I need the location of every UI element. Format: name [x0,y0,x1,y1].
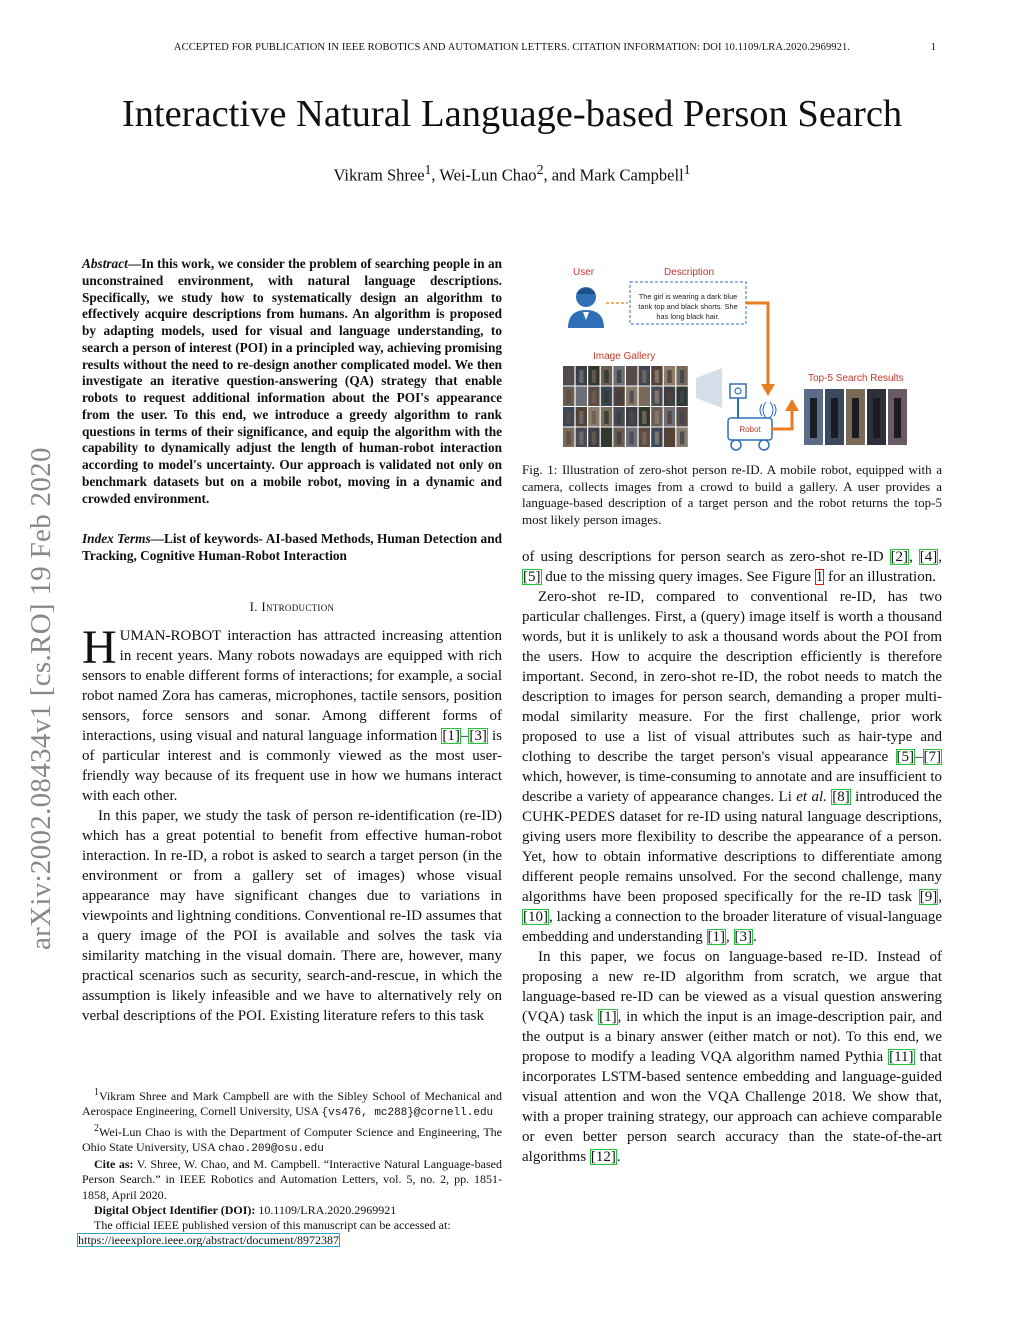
et-al: et al. [796,789,827,805]
cite-as-text: V. Shree, W. Chao, and M. Campbell. “Interactive Natural Language-based Person Search.” in IEEE Robotics and Automation Letters, vol. 5, no. 2, pp. 1851-1858, April 2020. [82,1157,502,1202]
section-heading [82,599,502,615]
person-silhouette [604,370,608,383]
intro-right-column [522,547,942,1167]
citation-link[interactable]: [3] [469,728,487,744]
paragraph-text: In this paper, we focus on language-based re-ID. Instead of proposing a new re-ID algorithm from scratch, we argue that language-based re-ID can be viewed as a visual question answering (VQA) task [522,949,942,1025]
cite-as [82,1157,502,1202]
range-dash: – [460,728,469,744]
drop-cap: H [82,621,117,674]
person-silhouette [604,391,608,404]
index-terms-text: —List of keywords- AI-based Methods, Human Detection and Tracking, Cognitive Human-Robot Interaction [82,531,502,563]
section-number: I. [249,599,258,614]
figure-illustration [556,258,956,458]
citation-link[interactable]: [1] [442,728,460,744]
abstract-label: Abstract [82,256,128,271]
section-title: Introduction [261,599,335,614]
citation-link[interactable]: [5] [896,749,914,765]
index-terms-label: Index Terms [82,531,151,546]
page-number: 1 [930,42,936,53]
person-silhouette [617,370,621,383]
citation-link[interactable]: [7] [923,749,941,765]
affiliation-mark: 1 [424,162,432,177]
paragraph-text: is of particular interest and is commonly viewed as the most user-friendly way because of its frequent use in how we humans interact with each other. [82,728,502,804]
paragraph-text: that incorporates LSTM-based sentence embedding and language-guided visual attention and won the VQA Challenge 2018. We show that, with a proper training strategy, our approach can achieve comparable or even better person search accuracy than the state-of-the-art algorithms [522,1049,942,1165]
description-line: has long black hair. [656,312,720,321]
description-line: The girl is wearing a dark blue [638,292,738,301]
person-silhouette [655,391,659,404]
paragraph [522,947,942,1167]
person-silhouette [579,411,583,424]
doi-line [82,1203,502,1218]
description-label: Description [664,267,715,278]
paragraph [82,621,502,806]
footnote-text: Wei-Lun Chao is with the Department of Computer Science and Engineering, The Ohio State University, USA [82,1125,502,1155]
gallery-label: Image Gallery [593,351,656,362]
person-silhouette [630,391,634,404]
paragraph-text: due to the missing query images. See Figure [541,569,815,585]
citation-link[interactable]: [2] [890,549,909,565]
person-silhouette [630,432,634,445]
connector-arrow [772,408,792,429]
person-silhouette [642,370,646,383]
citation-link[interactable]: [11] [889,1049,914,1065]
top5-results [804,389,907,445]
person-silhouette [642,432,646,445]
person-silhouette [579,370,583,383]
ieee-url-link[interactable]: https://ieeexplore.ieee.org/abstract/document/8972387 [78,1232,340,1247]
citation-link[interactable]: [5] [523,569,541,585]
footnotes [78,1085,502,1248]
person-silhouette [810,398,817,438]
caption-label: Fig. 1: [522,462,558,477]
person-silhouette [667,432,671,445]
figure-1 [556,258,956,458]
robot-label: Robot [739,425,761,434]
user-label: User [573,267,595,278]
citation-link[interactable]: [3] [734,929,753,945]
footnote-mark: 1 [94,1087,99,1098]
paragraph-text: for an illustration. [824,569,936,585]
citation-link[interactable]: [1] [599,1009,617,1025]
footnote-text: Vikram Shree and Mark Campbell are with the Sibley School of Mechanical and Aerospace Engineering, Cornell University, USA [82,1089,502,1119]
person-silhouette [680,432,684,445]
author-separator: , and [543,165,580,185]
person-silhouette [667,411,671,424]
person-silhouette [617,432,621,445]
official-version-note [82,1218,502,1233]
citation-link[interactable]: [12] [590,1149,616,1165]
person-silhouette [592,370,596,383]
arrow-head [761,384,775,396]
person-silhouette [655,370,659,383]
paragraph [82,806,502,1026]
image-gallery [563,366,688,447]
citation-link[interactable]: [1] [707,929,726,945]
official-version-text: The official IEEE published version of this manuscript can be accessed at: [94,1217,451,1232]
person-silhouette [592,432,596,445]
doi-value: 10.1109/LRA.2020.2969921 [255,1202,397,1217]
paragraph-text: . [753,929,757,945]
index-terms [82,531,502,565]
paragraph-text: In this paper, we study the task of person re-identification (re-ID) which has a great potential to benefit from effective human-robot interaction. In re-ID, a robot is asked to search a target person (in the environment or from a gallery set of images) whose visual appearance may have significant changes due to variations in viewpoints and lightning conditions. Conventional re-ID assumes that a query image of the POI is available and solves the task via similarity matching in the visual domain. There are, however, many practical scenarios such as security, search-and-rescue, in which the assumption is likely infeasible and we have to alternatively rely on verbal descriptions of the POI. Existing literature refers to this task [82,808,502,1024]
author-list [0,162,1024,186]
paragraph-text: of using descriptions for person search as zero-shot re-ID [522,549,890,565]
email: chao.209@osu.edu [218,1143,324,1156]
citation-link[interactable]: [8] [832,789,850,805]
paragraph-text: Zero-shot re-ID, compared to conventional re-ID, has two particular challenges. First, a (query) image itself is worth a thousand words, but it is unlikely to ask a thousand words about the POI from the users. How to acquire the description efficiently is therefore important. Second, in zero-shot re-ID, the robot needs to match the description to images for person search, demanding a proper multi-modal similarity measure. For the first challenge, prior work proposed to use a list of visual attributes such as hair-type and clothing to describe the target person's visual appearance [522,589,942,765]
person-silhouette [567,391,571,404]
camera-view-cone [696,368,722,408]
footnote [82,1121,502,1157]
figure-reference-link[interactable]: 1 [815,569,824,585]
paragraph-text: introduced the CUHK-PEDES dataset for re-ID using natural language descriptions, giving users more flexibility to describe the appearance of a person. Yet, how to obtain informative descriptions to differentiate among different people remains unsolved. For the second challenge, many algorithms have been proposed specifically for the re-ID task [522,789,942,905]
paragraph-text: . [616,1149,621,1165]
citation-link[interactable]: [9] [919,889,938,905]
running-head: ACCEPTED FOR PUBLICATION IN IEEE ROBOTICS AND AUTOMATION LETTERS. CITATION INFORMATION: DOI 10.1109/LRA.2020.2969921. [173,42,851,53]
person-silhouette [655,411,659,424]
email: {vs476, mc288}@cornell.edu [321,1107,494,1120]
paragraph-text: which, however, is time-consuming to annotate and are insufficient to describe a variety of appearance changes. Li [522,769,942,805]
abstract-text: —In this work, we consider the problem of searching people in an unconstrained environment, with natural language descriptions. Specifically, we study how to systematically design an algorithm to effectively acquire descriptions from humans. An algorithm is proposed by adapting models, used for visual and language understanding, to search a person of interest (POI) in a principled way, achieving promising results without the need to re-design another complicated model. We then investigate an iterative question-answering (QA) strategy that enable robots to request additional information about the POI's appearance from the user. To this end, we introduce a greedy algorithm to rank questions in terms of their significance, and equip the algorithm with the capability to dynamically adjust the length of human-robot interaction according to model's uncertainty. Our approach is validated not only on benchmark datasets but on a mobile robot, moving in a dynamic and crowded environment. [82,256,502,506]
arxiv-stamp-text: arXiv:2002.08434v1 [cs.RO] 19 Feb 2020 [25,447,57,950]
author-name: Vikram Shree [333,165,425,185]
figure-caption [522,462,942,528]
person-silhouette [680,370,684,383]
person-silhouette [873,398,880,438]
citation-link[interactable]: [10] [523,909,548,925]
person-silhouette [642,411,646,424]
affiliation-mark: 2 [536,162,544,177]
arxiv-stamp [25,350,65,950]
person-silhouette [579,391,583,404]
affiliation-mark: 1 [683,162,691,177]
person-silhouette [894,398,901,438]
paragraph-text: UMAN-ROBOT interaction has attracted increasing attention in recent years. Many robots nowadays are equipped with rich sensors to enable different forms of interactions; for example, a social robot named Zora has cameras, microphones, tactile sensors, position sensors, force sensors and sonar. Among different forms of interactions, using visual and natural language information [82,628,502,744]
person-silhouette [630,370,634,383]
results-label: Top-5 Search Results [808,373,904,384]
arrow-head [785,399,799,411]
doi-label: Digital Object Identifier (DOI): [94,1202,256,1217]
person-silhouette [680,411,684,424]
person-silhouette [604,432,608,445]
intro-left-column [82,621,502,1026]
paragraph-text: , lacking a connection to the broader literature of visual-language embedding and understanding [522,909,942,945]
cite-as-label: Cite as: [94,1157,134,1172]
citation-link[interactable]: [4] [919,549,938,565]
connector-arrow [746,303,768,388]
author-name: Wei-Lun Chao [439,165,537,185]
footnote-mark: 2 [94,1123,99,1135]
person-silhouette [831,398,838,438]
person-silhouette [667,391,671,404]
person-silhouette [592,411,596,424]
person-silhouette [680,391,684,404]
footnote [82,1085,502,1121]
person-silhouette [617,411,621,424]
person-silhouette [655,432,659,445]
person-silhouette [579,432,583,445]
paragraph: Zero-shot re-ID, compared to conventional re-ID, has two particular challenges. First, a (query) image itself is worth a thousand words, but it is unlikely to ask a thousand words about the POI from the users. How to acquire the description efficiently is therefore important. Second, in zero-shot re-ID, the robot needs to match the description to images for person search, demanding a proper multi-modal similarity measure. For the first challenge, prior work proposed to use a list of visual attributes such as hair-type and clothing to describe the target person's visual appearance [5]–[7] which, however, is time-consuming to annotate and are insufficient to describe a variety of appearance changes. Li et al. [8] introduced the CUHK-PEDES dataset for re-ID using natural language descriptions, giving users more flexibility to describe the appearance of a person. Yet, how to obtain informative descriptions to differentiate among different people remains unsolved. For the second challenge, many algorithms have been proposed specifically for the re-ID task [9], [10], lacking a connection to the broader literature of visual-language embedding and understanding [1], [3]. [522,589,942,945]
person-silhouette [567,370,571,383]
person-silhouette [630,411,634,424]
caption-text: Illustration of zero-shot person re-ID. A mobile robot, equipped with a camera, collects images from a crowd to build a gallery. A user provides a language-based description of a target person and the robot returns the top-5 most likely person images. [522,462,942,527]
abstract [82,256,502,507]
person-silhouette [852,398,859,438]
paper-title: Interactive Natural Language-based Person Search [121,93,903,135]
paragraph-text: , in which the input is an image-description pair, and the output is a binary answer (either match or not). To this end, we propose to modify a leading VQA algorithm named Pythia [522,1009,942,1065]
user-icon [568,287,604,328]
person-silhouette [617,391,621,404]
author-separator: , [431,165,440,185]
person-silhouette [642,391,646,404]
person-silhouette [667,370,671,383]
person-silhouette [604,411,608,424]
person-silhouette [567,432,571,445]
person-silhouette [592,391,596,404]
person-silhouette [567,411,571,424]
paragraph: of using descriptions for person search as zero-shot re-ID [2], [4], [5] due to the missing query images. See Figure 1 for an illustration. [522,549,943,585]
description-line: tank top and black shorts. She [638,302,738,311]
author-name: Mark Campbell [579,165,684,185]
